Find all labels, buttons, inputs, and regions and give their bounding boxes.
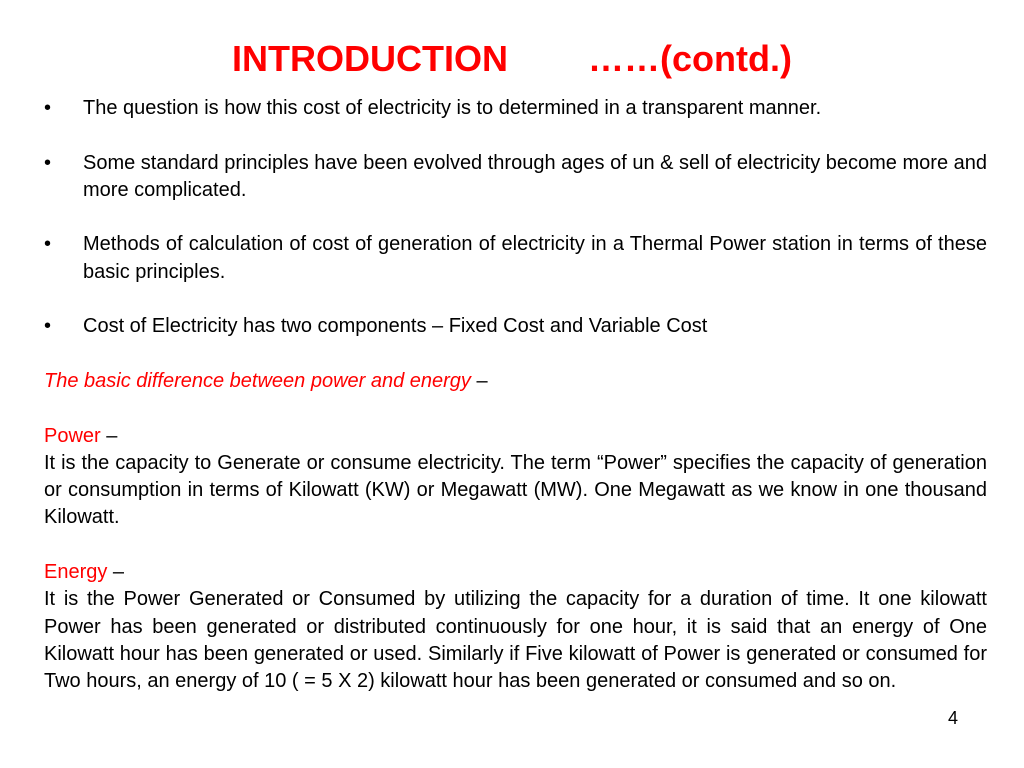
bullet-list xyxy=(44,95,987,341)
bullet-item xyxy=(44,231,987,286)
power-dash: – xyxy=(100,424,118,447)
power-definition: It is the capacity to Generate or consume electricity. The term “Power” specifies the capacity of generation or consumption in terms of Kilowatt (KW) or Megawatt (MW). One Megawatt as we know in one thousand Kilowatt. xyxy=(44,451,987,529)
energy-definition: It is the Power Generated or Consumed by utilizing the capacity for a duration of time. It one kilowatt Power has been generated or distributed continuously for one hour, it is said that an energy of One Kilowatt hour has been generated or used. Similarly if Five kilowatt of Power is generated or consumed for Two hours, an energy of 10 ( = 5 X 2) kilowatt hour has been generated or consumed and so on. xyxy=(44,588,987,693)
page-number: 4 xyxy=(948,708,959,728)
bullet-dot-icon: • xyxy=(44,151,52,174)
difference-heading xyxy=(44,368,987,395)
bullet-dot-icon: • xyxy=(44,233,52,256)
bullet-dot-icon: • xyxy=(44,315,52,338)
power-label: Power xyxy=(44,424,101,447)
bullet-text: Cost of Electricity has two components – Fixed Cost and Variable Cost xyxy=(83,315,708,338)
bullet-dot-icon: • xyxy=(44,97,52,119)
slide-title xyxy=(0,37,1024,81)
energy-label: Energy xyxy=(44,561,108,584)
difference-label: The basic difference between power and energy xyxy=(44,369,471,392)
bullet-item xyxy=(44,95,987,122)
energy-dash: – xyxy=(107,561,125,584)
power-heading xyxy=(44,423,987,450)
energy-heading xyxy=(44,559,987,586)
difference-dash: – xyxy=(470,369,488,392)
title-contd: ……(contd.) xyxy=(588,38,792,79)
bullet-text: Some standard principles have been evolved through ages of un & sell of electricity become more and more complicated. xyxy=(83,151,987,201)
bullet-text: The question is how this cost of electricity is to determined in a transparent manner. xyxy=(83,97,822,119)
energy-section xyxy=(44,559,987,695)
bullet-item xyxy=(44,313,987,340)
title-main: INTRODUCTION xyxy=(232,38,508,79)
bullet-item xyxy=(44,150,987,205)
power-section xyxy=(44,423,987,532)
bullet-text: Methods of calculation of cost of generation of electricity in a Thermal Power station in terms of these basic principles. xyxy=(83,233,987,283)
slide-content xyxy=(44,95,987,723)
